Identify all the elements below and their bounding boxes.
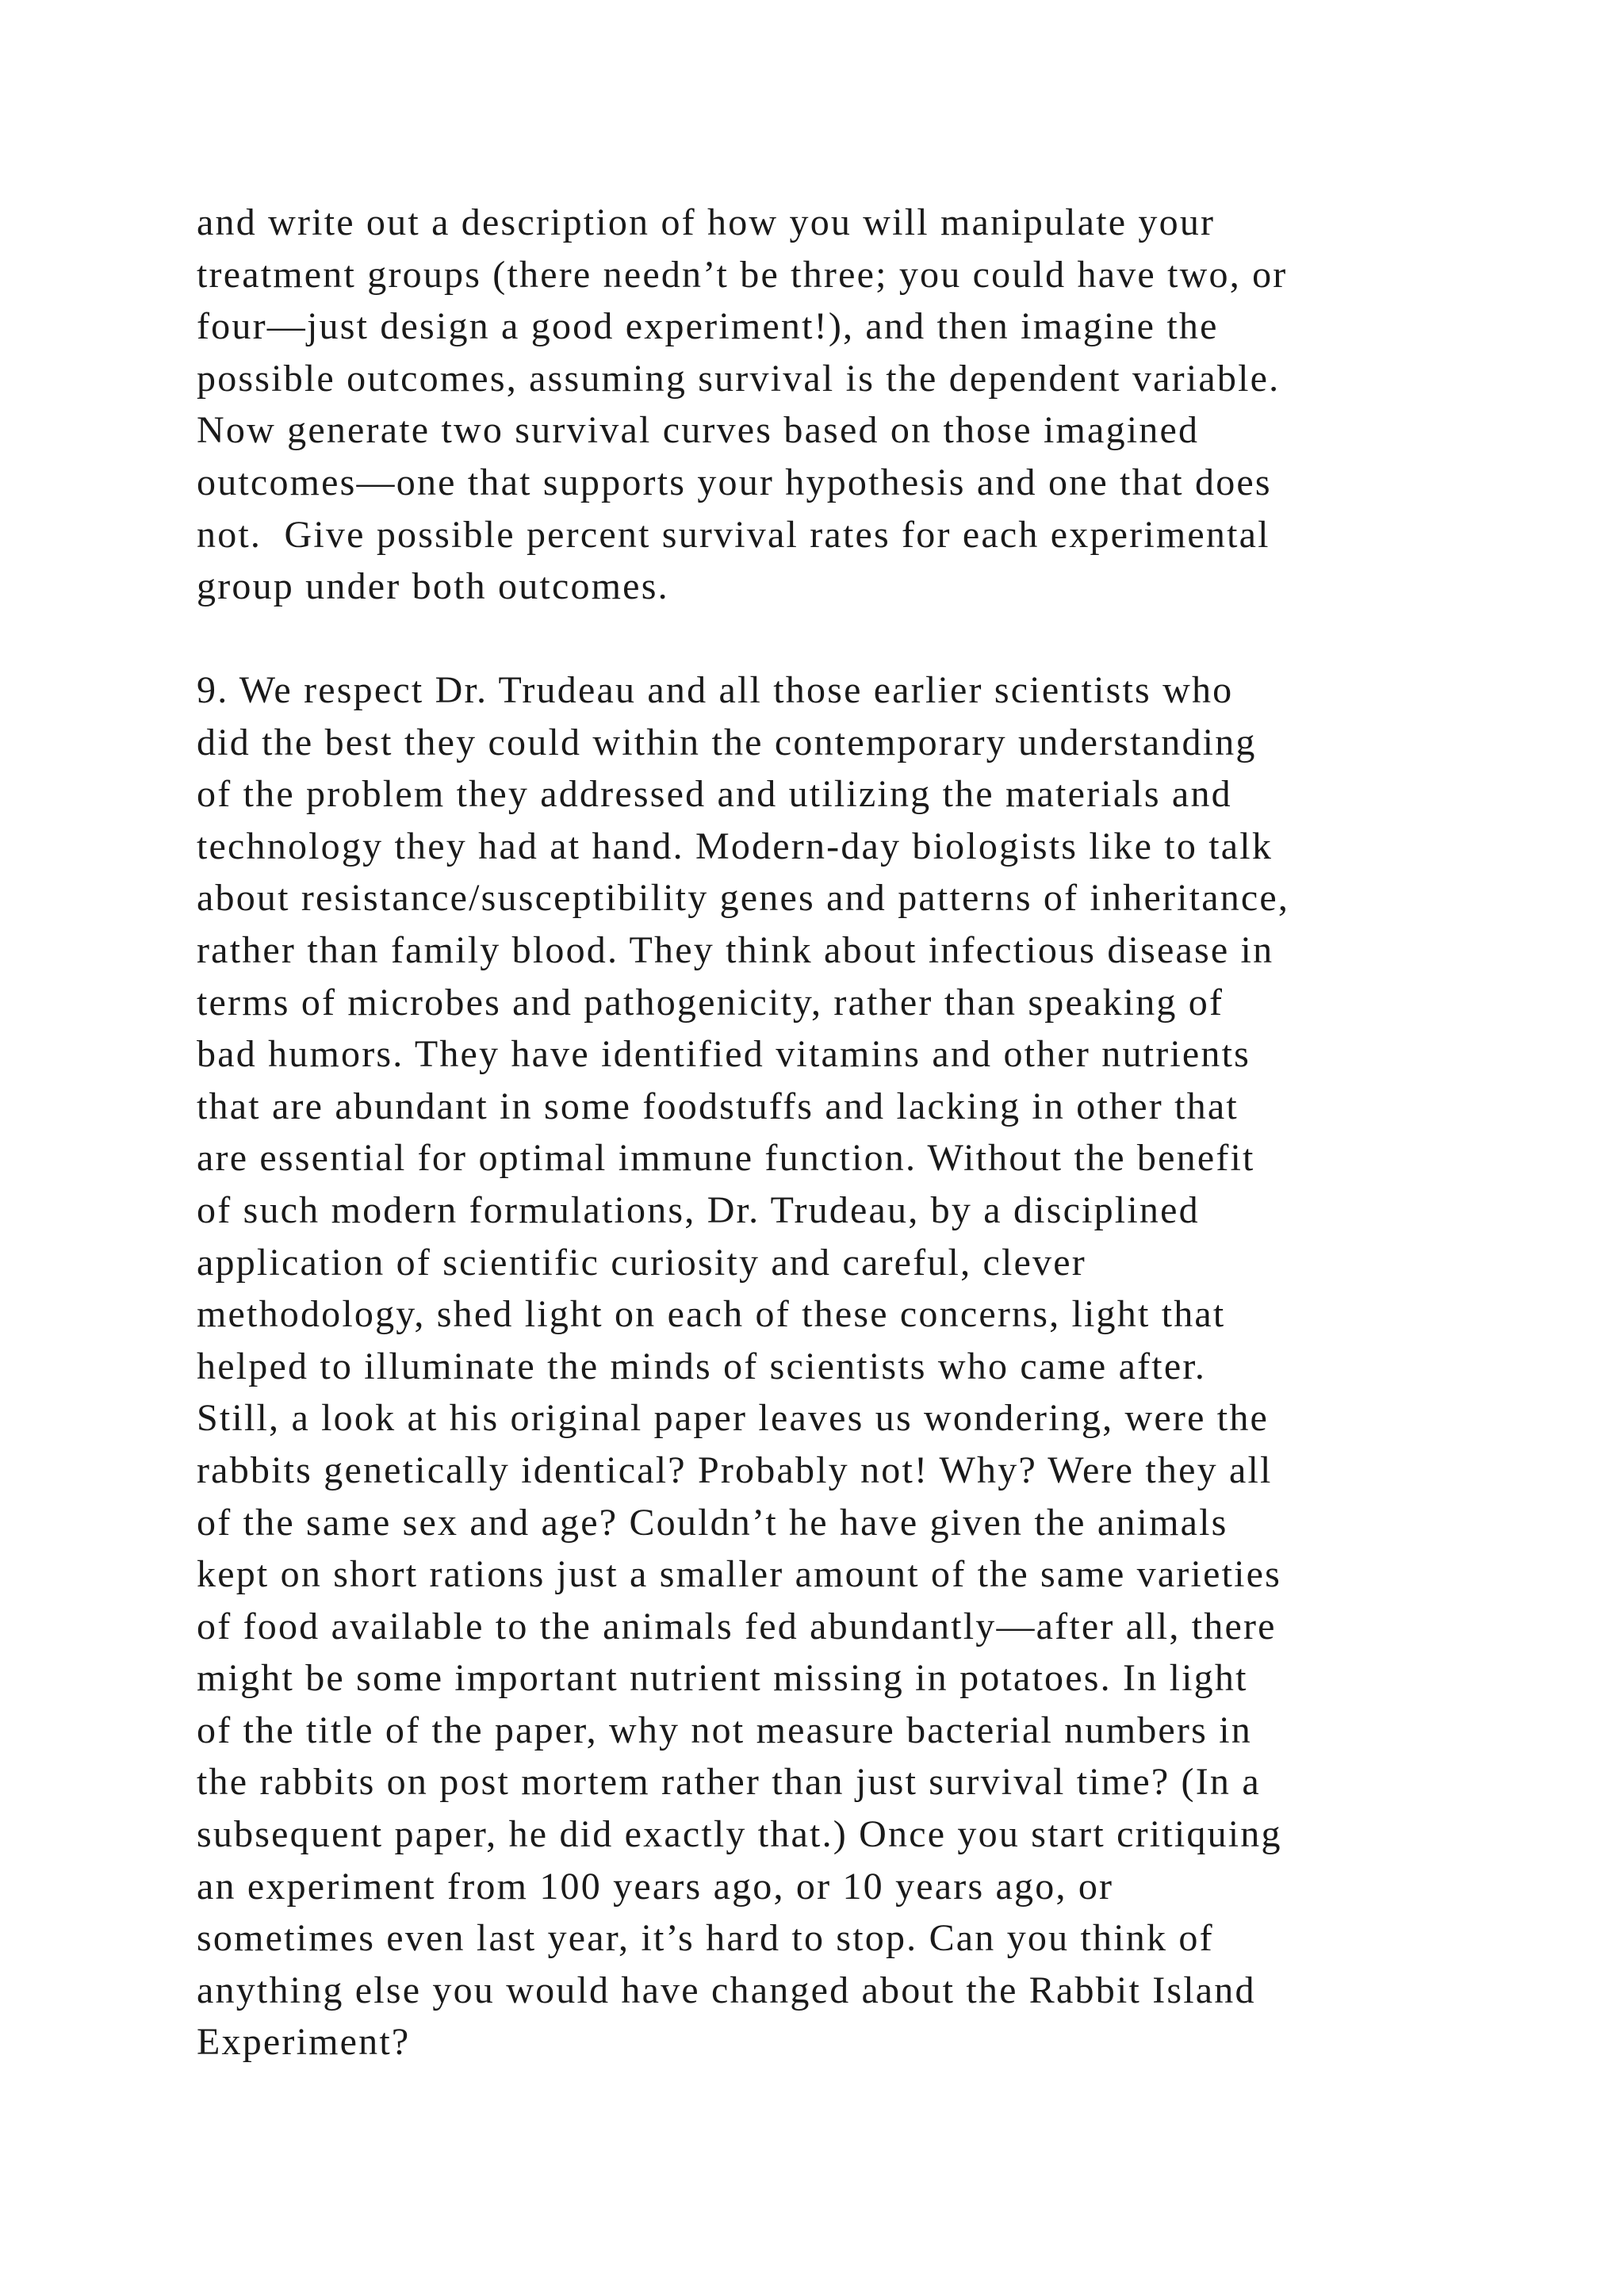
text-line: of the problem they addressed and utilizing the materials and xyxy=(197,773,1232,816)
text-line: rather than family blood. They think about infectious disease in xyxy=(197,928,1274,971)
text-line: that are abundant in some foodstuffs and lacking in other that xyxy=(197,1085,1239,1127)
text-line: application of scientific curiosity and careful, clever xyxy=(197,1241,1086,1284)
text-line: Still, a look at his original paper leaves us wondering, were the xyxy=(197,1397,1270,1440)
text-line: helped to illuminate the minds of scientists who came after. xyxy=(197,1345,1207,1387)
text-line: anything else you would have changed about the Rabbit Island xyxy=(197,1969,1256,2011)
paragraph-question-8-continued xyxy=(197,197,1497,613)
text-line: Experiment? xyxy=(197,2021,411,2064)
text-line: and write out a description of how you will manipulate your xyxy=(197,201,1216,243)
text-line: are essential for optimal immune function. Without the benefit xyxy=(197,1137,1255,1180)
text-line: outcomes—one that supports your hypothesis and one that does xyxy=(197,461,1272,503)
text-line: the rabbits on post mortem rather than just survival time? (In a xyxy=(197,1761,1261,1804)
text-line: 9. We respect Dr. Trudeau and all those earlier scientists who xyxy=(197,669,1234,711)
text-line: possible outcomes, assuming survival is the dependent variable. xyxy=(197,357,1281,400)
text-line: of such modern formulations, Dr. Trudeau, by a disciplined xyxy=(197,1188,1200,1231)
text-line: not. Give possible percent survival rates for each experimental xyxy=(197,513,1270,556)
text-line: terms of microbes and pathogenicity, rather than speaking of xyxy=(197,981,1224,1024)
text-line: bad humors. They have identified vitamins and other nutrients xyxy=(197,1033,1251,1076)
text-line: of the title of the paper, why not measure bacterial numbers in xyxy=(197,1709,1252,1751)
text-line: might be some important nutrient missing in potatoes. In light xyxy=(197,1657,1248,1700)
text-line: kept on short rations just a smaller amount of the same varieties xyxy=(197,1553,1282,1596)
text-line: subsequent paper, he did exactly that.) Once you start critiquing xyxy=(197,1813,1282,1856)
text-line: of the same sex and age? Couldn’t he have given the animals xyxy=(197,1501,1228,1544)
text-line: technology they had at hand. Modern-day biologists like to talk xyxy=(197,825,1274,867)
text-line: treatment groups (there needn’t be three; you could have two, or xyxy=(197,253,1288,296)
text-line: did the best they could within the contemporary understanding xyxy=(197,721,1257,763)
paragraph-question-9 xyxy=(197,664,1497,2068)
text-line: about resistance/susceptibility genes and patterns of inheritance, xyxy=(197,877,1290,920)
text-line: Now generate two survival curves based on those imagined xyxy=(197,409,1200,452)
text-line: rabbits genetically identical? Probably not! Why? Were they all xyxy=(197,1448,1273,1491)
text-line: four—just design a good experiment!), and then imagine the xyxy=(197,305,1219,348)
text-line: group under both outcomes. xyxy=(197,565,669,608)
text-line: of food available to the animals fed abundantly—after all, there xyxy=(197,1605,1277,1647)
text-line: methodology, shed light on each of these concerns, light that xyxy=(197,1293,1226,1336)
text-line: an experiment from 100 years ago, or 10 years ago, or xyxy=(197,1865,1114,1908)
text-line: sometimes even last year, it’s hard to stop. Can you think of xyxy=(197,1917,1214,1960)
